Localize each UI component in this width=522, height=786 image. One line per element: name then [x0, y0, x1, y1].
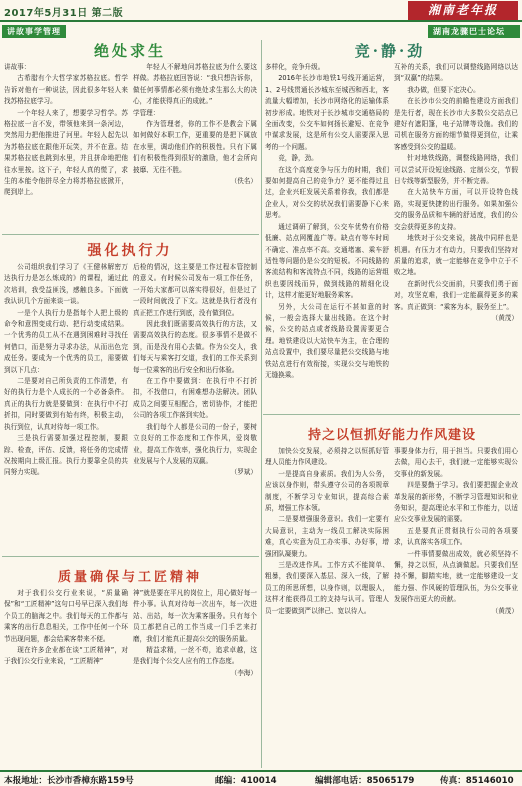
paragraph: 神”就是要在平凡的岗位上，用心做好每一件小事。认真对待每一次出车，每一次进站、出站，每一次为乘客服务。只有每个员工都把自己的工作当成一门手艺来打磨，我们才能真正提高公交的服务质量。	[133, 589, 257, 643]
paragraph: 学管理：	[133, 108, 160, 117]
paragraph: 在大站快车方面，可以开设特色线路，实现更快捷的出行服务。如果加强公交的服务品质和车辆的舒适度，我们的公交会获得更多的支持。	[394, 188, 518, 231]
paragraph: 互补的关系，我们可以调整线路网络以达到“双赢”的结果。	[394, 63, 518, 83]
author-signature: （罗斌）	[230, 468, 257, 477]
article-craftsmanship-col2	[133, 588, 257, 768]
paragraph: 一个年轻人来了，想要学习哲学。苏格拉底一言不发，带领他来到一条河边，突然用力把他推进了河里。年轻人起先以为苏格拉底在跟他开玩笑，并不在意。结果苏格拉底也跳到水里，并且拼命地把他往水里按。这下子，年轻人真的慌了，求生的本能令他拼尽全力将苏格拉底掀开，爬到岸上。	[4, 108, 128, 197]
issue-date: 2017年5月31日 第二版	[4, 8, 124, 19]
paragraph: 现在许多企业都在谈“工匠精神”，对于我们公交行业来说，“工匠精神”	[4, 646, 128, 666]
paragraph: 三是执行需要加强过程控制，要跟踪、检查，评估、反馈，将任务的完成情况按期向上级汇报。执行力要靠全员的共同努力实现。	[4, 434, 128, 477]
footer-fax: 传真：85146010	[440, 776, 514, 786]
article-title-survival: 绝处求生	[93, 42, 166, 60]
paragraph: 一是提高自身素质。我们为人公务，应该以身作则，带头遵守公司的各项规章制度，不断学习专业知识，提高综合素质，增强工作本领。	[265, 469, 389, 513]
paragraph: 对于我们公交行业来说，“质量确保”和“工匠精神”这句口号早已深入我们每个员工的脑海之中。我们每天的工作都与乘客的出行息息相关，工作中任何一个环节出现问题，都会给乘客带来不便。	[4, 589, 128, 643]
paragraph: 五是要真正贯彻执行公司的各项要求，认真落实各项工作。	[394, 526, 518, 547]
paragraph: 一件事情要做出成效，就必须坚持不懈，持之以恒，从点滴做起。只要我们坚持不懈，脚踏实地，就一定能够建设一支能力强、作风硬的管理队伍，为公交事业发展作出更大的贡献。	[394, 549, 518, 604]
section-tag-right: 湖南龙骤巴士论坛	[428, 25, 520, 38]
paragraph: 我办做，但要下定决心。	[407, 85, 480, 94]
paragraph: 后检的情况，这主要是工作过程本管控制的意义。有时候公司发布一项工作任务，一开始大家都可以落实得很好，但是过了一段时间就没了下文。这就是执行者没有真正把工作进行到底，没有做到位。	[133, 263, 257, 317]
paragraph: 古希腊有个大哲学家苏格拉底。哲学告诉对他有一种说法，因此很多年轻人来找苏格拉底学习。	[4, 74, 128, 106]
paragraph: 公司组织我们学习了《王健林解密万达执行力是怎么炼成的》的课程，通过此次培训，我受益匪浅，感触良多。下面就我认识几个方面来谈一谈。	[4, 263, 128, 306]
paragraph: 通过调研了解到，公交车优势有价格低廉、站点网覆盖广等。缺点有等车时间不确定、准点率不高。交通堵塞、乘车舒适性等问题仍是公交的短板。不同线路的客流结构和客流特点不同，线路的运营组织也要因线而异，做到线路的精细化设计，这样才能更好地服务乘客。	[265, 222, 389, 300]
paragraph: 2016年长沙市地铁1号线开通运营，1、2号线贯通长沙城东至城西和西北，客流量大幅增加，长沙市网络化的运输体系初步形成。地铁对于长沙城市交通格局的全面改变，公交车如何扬长避短、在竞争中谋求发展，这是所有公交人需要深入思考的一个问题。	[265, 74, 389, 151]
section-divider	[263, 414, 520, 415]
paragraph: 另外，大公司在运行不甚如意的时候，一般会选择大量出线路。在这个时候，公交的站点或者线路设置需要更合理。地铁建设以大站快车为主，在合理的站点设置中，我们要尽量把公交线路与地铁站点进行有效衔接，实现公交与地铁的无缝换乘。	[265, 302, 389, 379]
paragraph: 二是要对自己所负责的工作清楚，有好的执行力是个人成长的一个必备条件。真正的执行力就是要做到：在执行中不打折扣，同时要做到有始有终，积极主动，执行到位，认真对待每一项工作。	[4, 377, 128, 431]
article-title-craftsmanship: 质量确保与工匠精神	[57, 570, 202, 585]
author-signature: （黄茂）	[491, 313, 518, 322]
paragraph: 二是要增强服务意识。我们一定要有大局意识，主动为一线员工解决实际困难，真心实意为员工办实事、办好事，增强团队凝聚力。	[265, 515, 389, 558]
paragraph: 在这个高度竞争与压力的时期，我们要如何提高自己的竞争力？更不能得过且过，企业兴旺发展关系着你我，我们都是企业人，对公交的状况我们需要静下心来思考。	[265, 165, 389, 220]
footer	[0, 770, 522, 786]
footer-address: 本报地址：长沙市香樟东路159号	[4, 776, 134, 786]
author-signature: （黄茂）	[491, 606, 518, 615]
article-execution-col2	[133, 262, 257, 552]
author-signature: （李海）	[230, 668, 257, 677]
section-divider	[2, 556, 259, 557]
newspaper-logo: 湘南老年报	[408, 1, 518, 20]
paragraph: 讲故事：	[4, 63, 31, 71]
article-compete-col2	[394, 62, 518, 410]
article-compete-col1	[265, 62, 389, 410]
paragraph: 在新时代公交面前，只要我们勇于面对，攻坚克难，我们一定能赢得更多的乘客。真正做到：“乘客为本，服务至上”。	[394, 279, 518, 311]
article-survival-col2	[133, 62, 257, 230]
footer-editor-phone: 编辑部电话：85065179	[315, 776, 415, 786]
paragraph: 在长沙市公交的前瞻性建设方面我们是先行者，现在长沙市大多数公交站点已建好有遮阳篷，电子站牌等设施。我们的司机在服务方面的细节做得更到位，让乘客感受到公交的温暖。	[394, 97, 518, 151]
paragraph: 我们每个人都是公司的一份子，要树立良好的工作态度和工作作风，爱岗敬业，提高工作效率，强化执行力，实现企业发展与个人发展的双赢。	[133, 422, 257, 465]
footer-postcode: 邮编：410014	[215, 776, 277, 786]
paragraph: 一是个人执行力是指每个人把上级的命令和意图变成行动、把行动变成结果。一个优秀的员工从不在遇到困难时寻找任何借口，而是努力寻求办法，从而出色完成任务。要成为一个优秀的员工，需要做到以下几点：	[4, 308, 128, 374]
paragraph: 针对地铁线路，调整线路网络，我们可以尝试开设短途线路、定制公交，节假日专线等新型服务，并不断完善。	[394, 154, 518, 186]
paragraph: 三是改进作风。工作方式不能简单、粗暴，我们要深入基层、深入一线，了解员工的所思所想，以身作则，以理服人，这样才能获得员工的支持与认可。管理人员一定要做到严以律己、宽以待人。	[265, 561, 389, 615]
article-capability-col1	[265, 446, 389, 768]
paragraph: 多样化，竞争升级。	[265, 63, 325, 71]
article-title-compete: 竞·静·劲	[354, 42, 426, 60]
paragraph: 事要身体力行，用于担当。只要我们用心去做，用心去干，我们就一定能够实现公交事业的新发展。	[394, 447, 518, 478]
section-divider	[2, 234, 259, 235]
paragraph: 因此我们既需要高效执行的方法，又需要高效执行的态度。很多事情不是做不到，而是没有用心去做。作为公交人，我们每天与乘客打交道，我们的工作关系到每一位乘客的出行安全和出行体验。	[133, 320, 257, 374]
section-tag-left: 讲故事学管理	[2, 25, 66, 38]
paragraph: 四是要勤于学习。我们要把握企业改革发展的新形势，不断学习管理知识和业务知识，提高理论水平和工作能力，以适应公交事业发展的需要。	[394, 481, 518, 524]
paragraph: 竞，静，劲。	[278, 154, 318, 163]
article-title-capability: 持之以恒抓好能力作风建设	[307, 428, 476, 443]
paragraph: 精益求精，一丝不苟，追求卓越，这是我们每个公交人应有的工作态度。	[133, 646, 257, 666]
paragraph: 加快公交发展，必须持之以恒抓好管理人员能力作风建设。	[265, 447, 389, 467]
article-craftsmanship-col1	[4, 588, 128, 768]
author-signature: （佚名）	[230, 177, 257, 186]
center-divider	[261, 40, 262, 768]
article-title-execution: 强化执行力	[87, 243, 173, 259]
article-execution-col1	[4, 262, 128, 552]
article-survival-col1	[4, 62, 128, 230]
article-capability-col2	[394, 446, 518, 768]
paragraph: 作为管理者，你的工作不是教会下属如何做好本职工作，更重要的是把下属放在水里，调动他们作的积极性。只有下属们有积极性得到很好的激励，他才会所向披靡、无往不胜。	[133, 120, 257, 174]
masthead	[0, 0, 522, 22]
paragraph: 在工作中要做到：在执行中不打折扣，不找借口，有困难想办法解决。团队成员之间要互相配合，密切协作，才能把公司的各项工作落到实处。	[133, 377, 257, 420]
paragraph: 地铁对于公交来说，挑战中同样也是机遇。有压力才有动力，只要我们坚持对质量的追求，就一定能够在竞争中立于不败之地。	[394, 234, 518, 277]
paragraph: 年轻人不解地问苏格拉底为什么要这样做。苏格拉底回答说：“我只想告诉你，做任何事情都必须有绝处求生那么大的决心，才能获得真正的成就。”	[133, 63, 257, 106]
